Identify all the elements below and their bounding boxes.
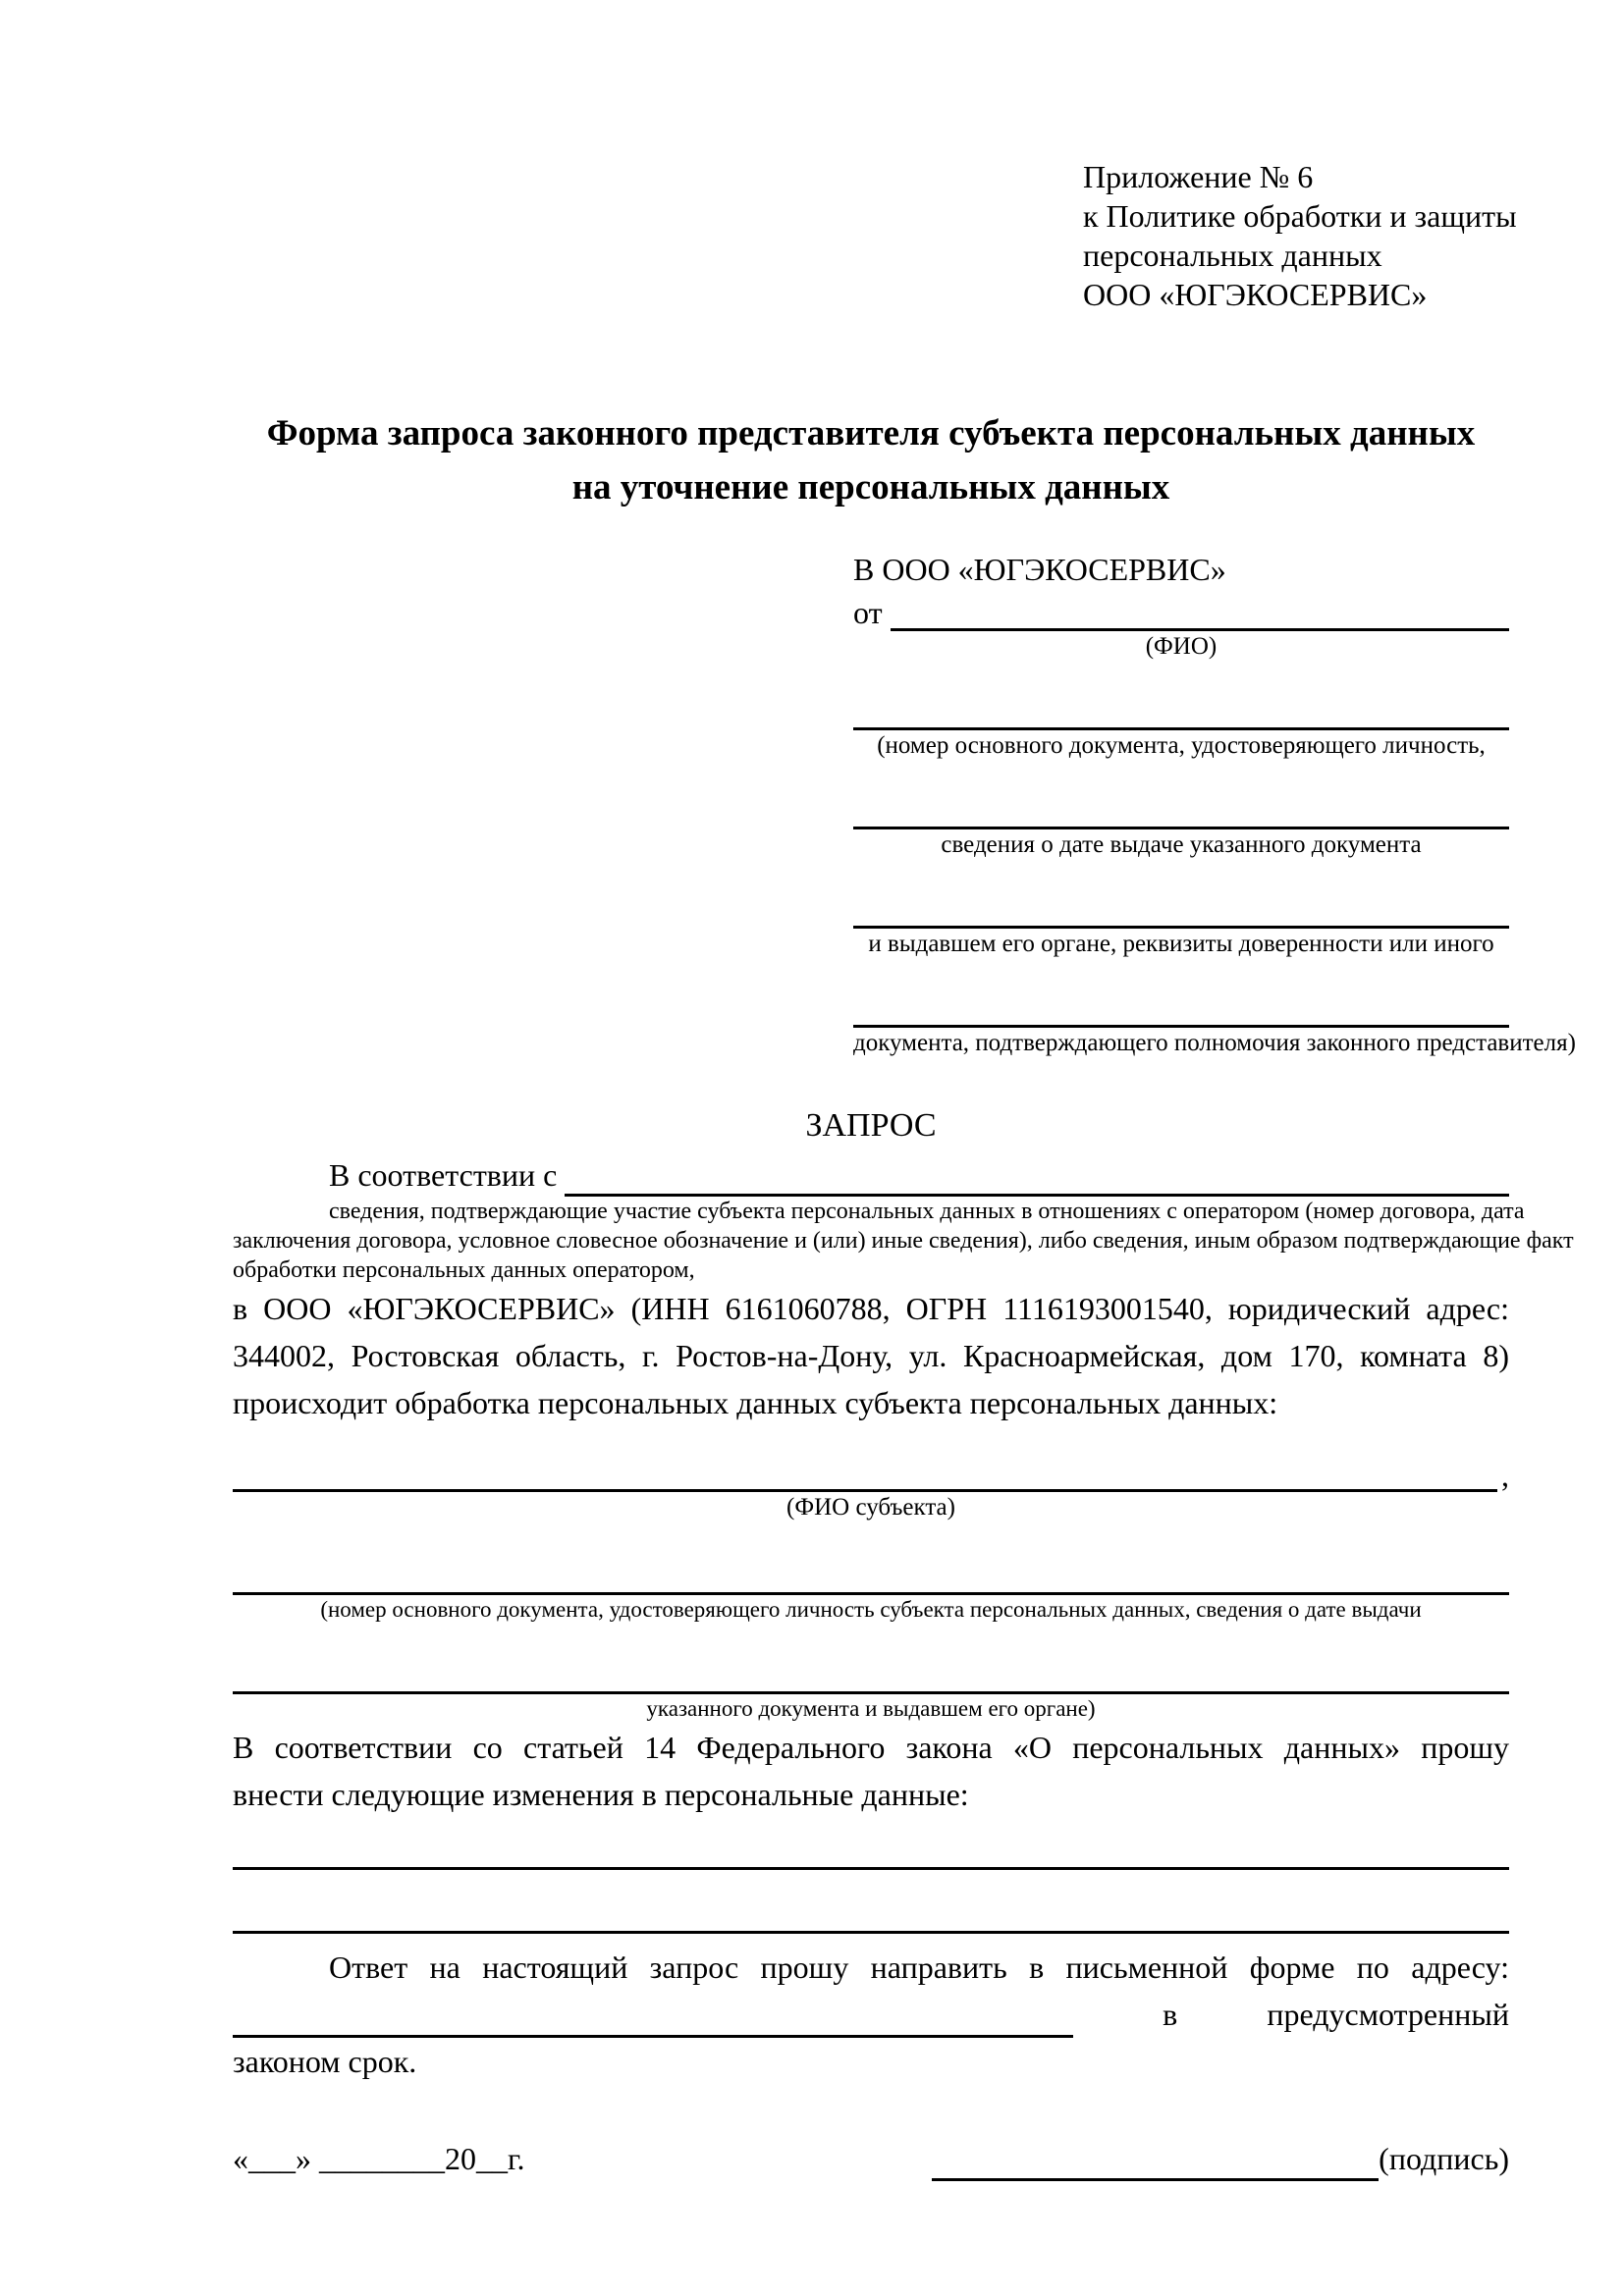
representative-doc-group (853, 797, 1509, 861)
date-signature-row (233, 2136, 1509, 2181)
intro-row (233, 1153, 1509, 1197)
subject-fio-caption: (ФИО субъекта) (786, 1494, 955, 1521)
reply-word-predusmotrenny: предусмотренный (1267, 1997, 1509, 2032)
document-content (233, 157, 1576, 2181)
fio-caption: (ФИО) (1145, 633, 1218, 660)
doc-caption-4: документа, подтверждающего полномочия законного представителя) (853, 1030, 1576, 1056)
reply-line1: Ответ на настоящий запрос прошу направить в письменной форме по адресу: (329, 1949, 1509, 1985)
law-line1: В соответствии со статьей 14 Федерального закона «О персональных данных» прошу (233, 1730, 1509, 1765)
operator-line2: 344002, Ростовская область, г. Ростов-на-Дону, ул. Красноармейская, дом 170, комната 8) (233, 1338, 1509, 1373)
from-row (853, 591, 1509, 631)
intro-footnote (233, 1197, 1574, 1285)
signature-caption: (подпись) (1379, 2141, 1509, 2176)
addressee-block (853, 548, 1576, 1059)
operator-line1: в ООО «ЮГЭКОСЕРВИС» (ИНН 6161060788, ОГРН 1116193001540, юридический адрес: (233, 1291, 1509, 1326)
request-heading: ЗАПРОС (805, 1107, 937, 1144)
subject-doc-blank-line (233, 1565, 1509, 1595)
reply-address-row (233, 1991, 1509, 2038)
law-line2: внести следующие изменения в персональные данные: (233, 1777, 969, 1812)
representative-doc-group (853, 698, 1509, 762)
subject-doc-caption2: указанного документа и выдавшем его органе) (646, 1696, 1096, 1721)
subject-fio-row (233, 1452, 1509, 1492)
footnote-line2: заключения договора, условное словесное обозначение и (или) иные сведения), либо сведения, иным образом подтверждающие факт (233, 1228, 1574, 1254)
trailing-comma: , (1501, 1458, 1509, 1493)
operator-paragraph (233, 1285, 1509, 1426)
intro-label: В соответствии с (329, 1157, 558, 1193)
doc-caption-2: сведения о дате выдаче указанного документа (941, 831, 1422, 858)
document-title (233, 406, 1509, 514)
blank-line (853, 896, 1509, 929)
blank-line (853, 797, 1509, 829)
appendix-company: ООО «ЮГЭКОСЕРВИС» (1083, 277, 1428, 312)
intro-blank-line (565, 1156, 1509, 1197)
date-blank-template: «___» ________20__г. (233, 2141, 525, 2176)
representative-doc-group (853, 995, 1576, 1059)
addressee-company: В ООО «ЮГЭКОСЕРВИС» (853, 552, 1226, 587)
reply-line3: законом срок. (233, 2044, 417, 2079)
from-blank-line (891, 591, 1509, 631)
changes-blank-line1 (233, 1867, 1509, 1870)
footnote-line3: обработки персональных данных оператором, (233, 1257, 695, 1283)
reply-address-blank-line (233, 1998, 1073, 2038)
appendix-number: Приложение № 6 (1083, 159, 1314, 194)
law-paragraph (233, 1724, 1509, 1818)
document-title-line1: Форма запроса законного представителя субъекта персональных данных (266, 413, 1476, 454)
appendix-reference-block (1083, 157, 1517, 314)
subject-doc-caption1: (номер основного документа, удостоверяющего личность субъекта персональных данных, сведения о дате выдачи (320, 1597, 1422, 1622)
footnote-line1: сведения, подтверждающие участие субъекта персональных данных в отношениях с оператором (номер договора, дата (329, 1199, 1525, 1224)
representative-doc-group (853, 896, 1509, 960)
document-title-line2: на уточнение персональных данных (571, 467, 1170, 507)
doc-caption-3: и выдавшем его органе, реквизиты доверенности или иного (868, 931, 1494, 957)
operator-line3: происходит обработка персональных данных субъекта персональных данных: (233, 1385, 1278, 1420)
appendix-policy-line: к Политике обработки и защиты (1083, 198, 1517, 234)
changes-blank-line2 (233, 1931, 1509, 1934)
signature-blank-line (932, 2143, 1379, 2181)
subject-doc-blank-line2 (233, 1664, 1509, 1694)
doc-caption-1: (номер основного документа, удостоверяющего личность, (877, 732, 1486, 759)
blank-line (853, 698, 1509, 730)
reply-paragraph (233, 1944, 1509, 2085)
appendix-policy-line2: персональных данных (1083, 238, 1382, 273)
subject-fio-blank-line (233, 1452, 1497, 1492)
reply-word-v: в (1163, 1997, 1178, 2032)
from-label: от (853, 595, 883, 630)
blank-line (853, 995, 1509, 1028)
signature-group (932, 2136, 1509, 2181)
